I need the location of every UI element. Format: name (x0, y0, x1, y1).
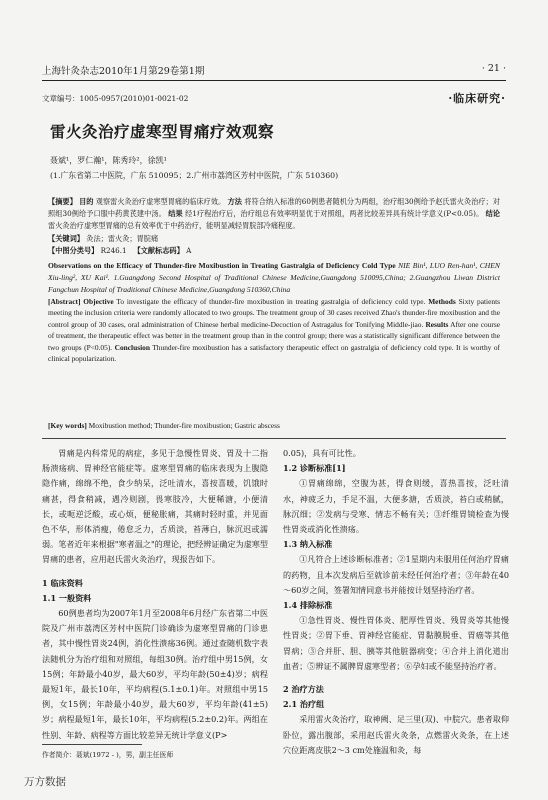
conclusion-text: 雷火灸治疗虚寒型胃痛的总有效率优于中药治疗，能明显减轻胃脘部冷痛程度。 (48, 221, 300, 231)
objective-text: 观察雷火灸治疗虚寒型胃痛的临床疗效。 (95, 197, 226, 206)
en-objective-label: Objective (83, 297, 114, 306)
continued-text: 0.05)，具有可比性。 (283, 448, 361, 458)
doc-code-label: 【文献标志码】 (133, 245, 184, 255)
subsection-heading-2-1: 2.1 治疗组 (283, 699, 325, 710)
page-number: · 21 · (481, 63, 506, 74)
section-tag: ·临床研究· (448, 92, 506, 105)
abstract-divider (42, 438, 506, 439)
clc-label: 【中图分类号】 (48, 245, 99, 255)
results-text: 经1疗程治疗后，治疗组总有效率明显优于对照组，两者比较差异具有统计学意义(P<0.05)。 (185, 209, 484, 219)
paper-title: 雷火灸治疗虚寒型胃痛疗效观察 (50, 122, 275, 141)
english-affiliation: 1.Guangdong Second Hospital of Traditional Chinese Medicine,Guangdong 510095,China; 2.Guangzhou Liwan District Fangchun Hospital of Traditional Chinese Medicine,Guangdong 510360,China (48, 273, 501, 294)
keywords-text: 灸法；雷火灸；胃脘痛 (86, 233, 159, 243)
journal-citation: 上海针灸杂志2010年1月第29卷第1期 (42, 66, 205, 77)
section-heading-2: 2 治疗方法 (283, 684, 324, 695)
en-keywords-label: [Key words] (48, 421, 87, 430)
en-results-text: After one course of treatment, the therapeutic effect was better in the treatment group than in the control group; there was a statistically significant difference between the two groups (P<0.05). (48, 319, 500, 352)
footnote-rule (42, 744, 142, 745)
keywords-label: 【关键词】 (48, 233, 84, 243)
article-meta (42, 90, 506, 106)
en-results-label: Results (425, 319, 449, 329)
subsection-heading-1-2: 1.2 诊断标准[1] (283, 463, 346, 474)
header-rule (42, 80, 506, 81)
body-column-left (42, 446, 268, 743)
exclusion-criteria: ①急性胃炎、慢性胃体炎、肥厚性胃炎、残胃炎等其他慢性胃炎；②胃下垂、胃神经官能症、胃黏膜脱垂、胃癌等其他胃病；③合并肝、胆、胰等其他脏器病变；④合并上消化道出血者；⑤辨证不属脾胃虚寒型者；⑥孕妇或不能坚持治疗者。 (283, 615, 509, 671)
affiliation: (1.广东省第二中医院，广东 510095；2.广州市荔湾区芳村中医院，广东 510360) (50, 171, 339, 180)
en-conclusion-text: Thunder-fire moxibustion has a satisfactory therapeutic effect on gastralgia of deficiency cold type. It is worthy of clinical popularization. (48, 342, 500, 364)
diagnosis-criteria: ①胃痛绵绵，空腹为甚，得食则缓，喜热喜按，泛吐清水，神疲乏力，手足不温，大便多溏，舌质淡，苔白或稍腻，脉沉细；②发病与受寒、情志不畅有关；③纤维胃镜检查为慢性胃炎或消化性溃疡。 (283, 478, 509, 535)
article-number: 文章编号：1005-0957(2010)01-0021-02 (42, 93, 189, 103)
english-title-block (48, 260, 500, 296)
intro-paragraph: 胃痛是内科常见的病症，多见于急慢性胃炎、胃及十二指肠溃疡病、胃神经官能症等。虚寒型胃痛的临床表现为上腹隐隐作痛，绵绵不绝，食少纳呆，泛吐清水，喜按喜暖，饥饿时痛甚，得食稍减，遇冷则剧，畏寒肢冷，大便稀溏，小便清长，或呃逆泛酸，或心烦，便秘胀痛，其痛时轻时重，并见面色不华，形体消瘦，倦怠乏力，舌质淡，苔薄白，脉沉迟或濡弱。笔者近年来根据"寒者温之"的理论，把经辨证确定为虚寒型胃痛的患者，应用赵氏雷火灸治疗，现报告如下。 (42, 448, 268, 565)
abstract-label: 【摘要】 (48, 197, 77, 206)
en-keywords-text: Moxibustion method; Thunder-fire moxibustion; Gastric abscess (88, 421, 280, 430)
chinese-abstract (48, 196, 500, 257)
inclusion-criteria: ①凡符合上述诊断标准者；②1星期内未服用任何治疗胃痛的药物，且本次发病后至就诊前未经任何治疗者；③年龄在40～60岁之间，签署知情同意书并能按计划坚持治疗者。 (283, 554, 509, 595)
en-methods-text: Sixty patients meeting the inclusion criteria were randomly allocated to two groups. The treatment group of 30 cases received Zhao's thunder-fire moxibustion and the control group of 30 cases, oral administration of Chinese herbal medicine-Decoction of Astragalus for Tonifying Middle-jiao. (48, 297, 501, 329)
section-heading-1: 1 临床资料 (42, 577, 83, 588)
english-abstract (48, 296, 500, 364)
objective-label: 目的 (79, 197, 94, 206)
running-header (42, 63, 506, 77)
en-conclusion-label: Conclusion (114, 342, 150, 352)
subsection-heading-1-1: 1.1 一般资料 (42, 592, 92, 603)
methods-label: 方法 (227, 197, 242, 206)
clc-code: R246.1 (100, 245, 127, 255)
results-label: 结果 (168, 209, 183, 219)
author-footnote: 作者简介：聂斌(1972 - )，男，副主任医师 (42, 751, 174, 759)
conclusion-label: 结论 (485, 209, 500, 219)
subsection-heading-1-4: 1.4 排除标准 (283, 600, 333, 611)
subsection-heading-1-3: 1.3 纳入标准 (283, 539, 333, 550)
author-list: 聂斌¹，罗仁瀚¹，陈秀玲²，徐凯¹ (50, 156, 167, 165)
english-title: Observations on the Efficacy of Thunder-fire Moxibustion in Treating Gastralgia of Deficiency Cold Type (48, 261, 396, 270)
methods-text: 将符合纳入标准的60例患者随机分为两组，治疗组30例给予赵氏雷火灸治疗；对照组30例给予口服中药黄芪建中汤。 (48, 197, 500, 219)
english-authors: NIE Bin¹, LUO Ren-han¹, CHEN Xiu-ling², XU Kai¹. (48, 261, 500, 282)
treatment-paragraph: 采用雷火灸治疗，取神阙、足三里(双)、中脘穴。患者取仰卧位，露出腹部，采用赵氏雷火灸条，点燃雷火灸条，在上述穴位距离皮肤2～3 cm处施温和灸，每 (283, 714, 509, 755)
watermark: 万方数据 (24, 776, 66, 788)
en-methods-label: Methods (428, 297, 456, 306)
english-keywords (48, 421, 500, 430)
body-column-right (283, 446, 509, 758)
doc-code: A (186, 245, 192, 255)
general-data-paragraph: 60例患者均为2007年1月至2008年6月经广东省第二中医院及广州市荔湾区芳村中医院门诊确诊为虚寒型胃痛的门诊患者，其中慢性胃炎24例，消化性溃疡36例。通过查随机数字表法随机分为治疗组和对照组，每组30例。治疗组中男15例，女15例；年龄最小40岁，最大60岁，平均年龄(50±4)岁；病程最短1年，最长10年，平均病程(5.1±0.1)年。对照组中男15例，女15例；年龄最小40岁，最大60岁，平均年龄(41±5)岁；病程最短1年，最长10年，平均病程(5.2±0.2)年。两组在性别、年龄、病程等方面比较差异无统计学意义(P> (42, 608, 268, 740)
en-abstract-label: [Abstract] (48, 297, 81, 306)
en-objective-text: To investigate the efficacy of thunder-fire moxibustion in treating gastralgia of deficiency cold type. (116, 297, 426, 306)
